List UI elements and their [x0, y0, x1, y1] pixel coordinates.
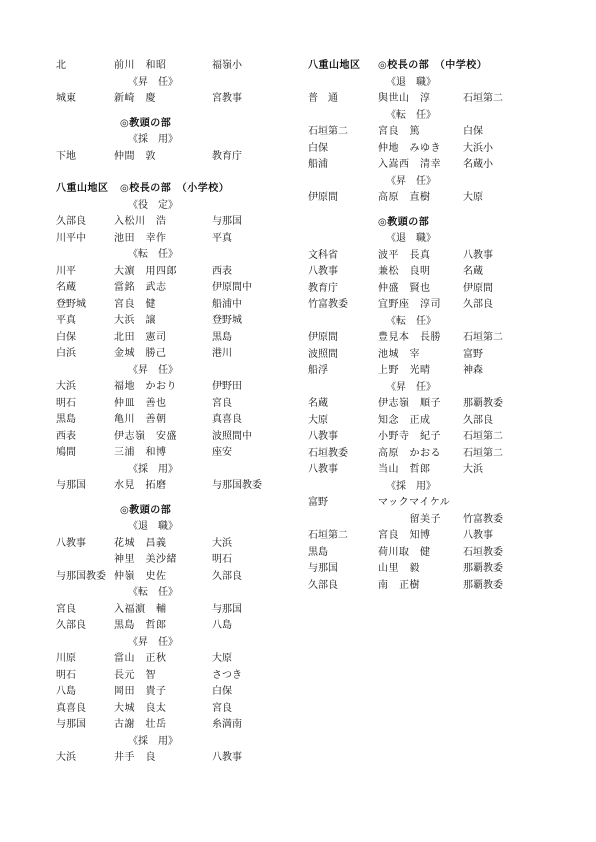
personnel-row — [308, 446, 544, 463]
personnel-row — [56, 412, 296, 429]
previous-post: 大浜 — [212, 537, 232, 549]
person-name: 花城 昌義 — [114, 537, 167, 549]
personnel-row — [56, 429, 296, 446]
person-name: 高原 直樹 — [378, 192, 431, 203]
person-name: 仲皿 善也 — [114, 397, 167, 409]
previous-post: 名蔵 — [463, 266, 483, 277]
category-label: 《退 職》 — [128, 521, 178, 532]
school-name: 久部良 — [308, 579, 338, 591]
school-name: 石垣第二 — [308, 530, 348, 541]
personnel-row — [308, 363, 544, 380]
previous-post: 石垣第二 — [463, 447, 503, 459]
person-name: 入嵩西 清幸 — [378, 159, 441, 170]
category-heading — [56, 75, 296, 92]
personnel-row — [56, 58, 296, 75]
person-name: 池田 幸作 — [114, 232, 167, 244]
previous-post: 座安 — [212, 447, 232, 458]
personnel-row — [56, 478, 296, 495]
school-name: 教育庁 — [308, 282, 338, 294]
personnel-row — [308, 512, 544, 529]
person-name: 與世山 淳 — [378, 93, 431, 104]
person-name: 入福濵 輔 — [114, 603, 167, 615]
personnel-row — [56, 379, 296, 396]
personnel-row — [56, 330, 296, 347]
school-name: 石垣第二 — [308, 126, 348, 137]
previous-post: 白保 — [212, 686, 232, 697]
category-label: 《昇 任》 — [128, 636, 178, 648]
personnel-row — [308, 347, 544, 364]
personnel-row — [308, 578, 544, 595]
school-name: 富野 — [308, 497, 328, 508]
previous-post: 八教事 — [463, 249, 493, 261]
person-name: 亀川 善朝 — [114, 414, 167, 425]
district-name: 八重山地区 — [56, 183, 109, 194]
previous-post: 白保 — [463, 126, 483, 137]
person-name: 當銘 武志 — [114, 282, 167, 293]
category-label: 《転 任》 — [386, 315, 436, 327]
category-heading — [56, 635, 296, 652]
person-name: 井手 良 — [114, 752, 156, 763]
school-name: 竹富教委 — [308, 299, 348, 310]
category-label: 《転 任》 — [386, 109, 436, 121]
previous-post: 伊原間中 — [212, 282, 252, 293]
personnel-row — [308, 561, 544, 578]
school-name: 八教事 — [308, 431, 338, 442]
person-name: 宮良 健 — [114, 298, 156, 310]
person-name: 伊志嶺 順子 — [378, 398, 441, 409]
personnel-row — [56, 313, 296, 330]
category-label: 《転 任》 — [128, 587, 178, 598]
school-name: 波照間 — [308, 348, 338, 360]
previous-post: 登野城 — [212, 315, 242, 326]
school-name: 平真 — [56, 315, 76, 326]
person-name: 兼松 良明 — [378, 266, 431, 277]
previous-post: 石垣第二 — [463, 431, 503, 442]
previous-post: 与那国 — [212, 216, 242, 227]
school-name: 与那国教委 — [56, 570, 106, 582]
personnel-row — [56, 445, 296, 462]
previous-post: 波照間中 — [212, 430, 252, 442]
section-title: ◎教頭の部 — [120, 117, 172, 129]
person-name: 荷川取 健 — [378, 546, 431, 558]
person-name: 池城 宰 — [378, 348, 420, 360]
previous-post: 久部良 — [463, 299, 493, 310]
personnel-row — [308, 528, 544, 545]
person-name: 宮良 知博 — [378, 530, 431, 541]
previous-post: 福嶺小 — [212, 60, 242, 71]
category-label: 《退 職》 — [386, 233, 436, 244]
person-name: 當山 正秋 — [114, 653, 167, 664]
person-name: 上野 光晴 — [378, 365, 431, 376]
personnel-row — [308, 545, 544, 562]
category-label: 《昇 任》 — [128, 76, 178, 88]
previous-post: 船浦中 — [212, 298, 242, 310]
previous-post: 富野 — [463, 348, 483, 360]
section-heading — [308, 215, 544, 232]
personnel-row — [56, 668, 296, 685]
person-name: 金城 勝己 — [114, 348, 167, 359]
previous-post: 与那国教委 — [212, 480, 262, 491]
previous-post: 那覇教委 — [463, 579, 503, 591]
person-name: 黒島 哲郎 — [114, 620, 167, 631]
school-name: 真喜良 — [56, 702, 86, 714]
person-name: 波平 長真 — [378, 249, 431, 261]
person-name: 宮良 篤 — [378, 126, 420, 137]
personnel-row — [56, 280, 296, 297]
school-name: 大原 — [308, 414, 328, 426]
previous-post: 平真 — [212, 232, 232, 244]
school-name: 与那国 — [56, 719, 86, 730]
school-name: 黒島 — [308, 546, 328, 558]
school-name: 八島 — [56, 686, 76, 697]
section-title: ◎教頭の部 — [120, 504, 172, 516]
category-heading — [308, 174, 544, 191]
school-name: 伊原間 — [308, 192, 338, 203]
school-name: 八教事 — [56, 537, 86, 549]
category-heading — [56, 585, 296, 602]
school-name: 白浜 — [56, 348, 76, 359]
person-name: 入松川 浩 — [114, 216, 167, 227]
section-heading — [56, 116, 296, 133]
school-name: 普 通 — [308, 93, 338, 104]
personnel-row — [308, 330, 544, 347]
school-name: 伊原間 — [308, 332, 338, 343]
person-name: 山里 毅 — [378, 563, 420, 574]
personnel-row — [56, 346, 296, 363]
category-heading — [308, 231, 544, 248]
category-label: 《退 職》 — [386, 76, 436, 88]
personnel-row — [308, 248, 544, 265]
school-name: 黒島 — [56, 414, 76, 425]
previous-post: 伊原間 — [463, 282, 493, 294]
personnel-row — [308, 429, 544, 446]
previous-post: 糸満南 — [212, 719, 242, 730]
school-name: 石垣教委 — [308, 447, 348, 459]
person-name: 豊見本 長勝 — [378, 332, 441, 343]
previous-post: さつき — [212, 669, 242, 681]
person-name: 伊志嶺 安盛 — [114, 430, 177, 442]
personnel-row — [308, 190, 544, 207]
personnel-row — [308, 413, 544, 430]
person-name: 仲嶺 史佐 — [114, 570, 167, 582]
personnel-row — [56, 684, 296, 701]
personnel-row — [308, 495, 544, 512]
previous-post: 八島 — [212, 620, 232, 631]
school-name: 船浦 — [308, 159, 328, 170]
personnel-row — [308, 462, 544, 479]
person-name: 福地 かおり — [114, 381, 177, 392]
previous-post: 宮良 — [212, 702, 232, 714]
category-label: 《転 任》 — [128, 249, 178, 260]
school-name: 与那国 — [56, 480, 86, 491]
previous-post: 神森 — [463, 365, 483, 376]
person-name: 留美子 — [378, 513, 441, 525]
personnel-row — [56, 717, 296, 734]
school-name: 白保 — [56, 331, 76, 343]
previous-post: 久部良 — [212, 570, 242, 582]
personnel-row — [308, 297, 544, 314]
personnel-row — [56, 91, 296, 108]
school-name: 名蔵 — [56, 282, 76, 293]
previous-post: 大原 — [463, 192, 483, 203]
district-name: 八重山地区 — [308, 60, 361, 71]
category-heading — [56, 198, 296, 215]
person-name: 古謝 壮岳 — [114, 719, 167, 730]
personnel-row — [56, 231, 296, 248]
category-label: 《採 用》 — [386, 480, 436, 492]
personnel-row — [308, 157, 544, 174]
category-heading — [56, 247, 296, 264]
spacer — [308, 207, 544, 215]
person-name: 小野寺 紀子 — [378, 431, 441, 442]
left-column — [56, 58, 296, 767]
previous-post: 大浜 — [463, 464, 483, 475]
personnel-row — [308, 264, 544, 281]
person-name: 仲盛 賢也 — [378, 282, 431, 294]
personnel-row — [308, 141, 544, 158]
previous-post: 八教事 — [463, 530, 493, 541]
category-label: 《昇 任》 — [386, 175, 436, 187]
personnel-row — [308, 281, 544, 298]
previous-post: 宮良 — [212, 397, 232, 409]
person-name: マックマイケル — [378, 497, 451, 508]
school-name: 川平中 — [56, 232, 86, 244]
personnel-row — [308, 124, 544, 141]
category-heading — [308, 75, 544, 92]
person-name: 宜野座 淳司 — [378, 299, 441, 310]
personnel-row — [308, 91, 544, 108]
personnel-row — [56, 701, 296, 718]
personnel-row — [56, 149, 296, 166]
school-name: 川原 — [56, 653, 76, 664]
school-name: 久部良 — [56, 216, 86, 227]
school-name: 城東 — [56, 93, 76, 104]
category-heading — [56, 462, 296, 479]
previous-post: 名蔵小 — [463, 159, 493, 170]
person-name: 仲地 みゆき — [378, 142, 441, 154]
person-name: 岡田 貴子 — [114, 686, 167, 697]
category-label: 《採 用》 — [128, 735, 178, 747]
district-heading — [56, 181, 296, 198]
previous-post: 石垣第二 — [463, 93, 503, 104]
personnel-row — [56, 602, 296, 619]
category-heading — [308, 479, 544, 496]
personnel-row — [56, 651, 296, 668]
district-section-title: ◎校長の部 （中学校） — [378, 60, 488, 71]
previous-post: 西表 — [212, 265, 232, 277]
school-name: 西表 — [56, 430, 76, 442]
previous-post: 八教事 — [212, 752, 242, 763]
district-heading — [308, 58, 544, 75]
school-name: 鳩間 — [56, 447, 76, 458]
previous-post: 那覇教委 — [463, 563, 503, 574]
school-name: 名蔵 — [308, 398, 328, 409]
personnel-row — [56, 297, 296, 314]
person-name: 当山 哲郎 — [378, 464, 431, 475]
category-heading — [56, 363, 296, 380]
category-heading — [308, 380, 544, 397]
category-heading — [308, 314, 544, 331]
person-name: 大城 良太 — [114, 702, 167, 714]
personnel-row — [56, 750, 296, 767]
school-name: 川平 — [56, 265, 76, 277]
personnel-row — [56, 214, 296, 231]
school-name: 久部良 — [56, 620, 86, 631]
category-label: 《採 用》 — [128, 134, 178, 145]
school-name: 八教事 — [308, 266, 338, 277]
previous-post: 教育庁 — [212, 150, 242, 162]
school-name: 八教事 — [308, 464, 338, 475]
previous-post: 与那国 — [212, 603, 242, 615]
personnel-row — [56, 396, 296, 413]
spacer — [56, 173, 296, 181]
category-label: 《採 用》 — [128, 463, 178, 475]
personnel-row — [56, 264, 296, 281]
school-name: 下地 — [56, 150, 76, 162]
person-name: 南 正樹 — [378, 579, 420, 591]
school-name: 宮良 — [56, 603, 76, 615]
district-section-title: ◎校長の部 （小学校） — [120, 183, 230, 194]
previous-post: 港川 — [212, 348, 232, 359]
school-name: 文科省 — [308, 249, 338, 261]
category-heading — [308, 108, 544, 125]
previous-post: 真喜良 — [212, 414, 242, 425]
person-name: 高原 かおる — [378, 447, 441, 459]
personnel-row — [56, 618, 296, 635]
school-name: 船浮 — [308, 365, 328, 376]
section-title: ◎教頭の部 — [378, 216, 430, 228]
previous-post: 宮教事 — [212, 93, 242, 104]
person-name: 仲間 敦 — [114, 150, 156, 162]
previous-post: 黒島 — [212, 331, 232, 343]
category-label: 《昇 任》 — [128, 364, 178, 376]
personnel-row — [56, 569, 296, 586]
personnel-row — [308, 396, 544, 413]
previous-post: 久部良 — [463, 414, 493, 426]
personnel-row — [56, 552, 296, 569]
category-heading — [56, 132, 296, 149]
previous-post: 大原 — [212, 653, 232, 664]
person-name: 大浜 譲 — [114, 315, 156, 326]
category-label: 《役 定》 — [128, 199, 178, 211]
person-name: 大濵 用四郎 — [114, 265, 177, 277]
person-name: 北田 憲司 — [114, 331, 167, 343]
previous-post: 明石 — [212, 554, 232, 565]
school-name: 明石 — [56, 397, 76, 409]
person-name: 三浦 和博 — [114, 447, 167, 458]
personnel-row — [56, 536, 296, 553]
school-name: 与那国 — [308, 563, 338, 574]
spacer — [56, 495, 296, 503]
category-heading — [56, 519, 296, 536]
person-name: 前川 和昭 — [114, 60, 167, 71]
person-name: 水見 拓磨 — [114, 480, 167, 491]
school-name: 登野城 — [56, 298, 86, 310]
spacer — [56, 108, 296, 116]
spacer — [56, 165, 296, 173]
person-name: 知念 正成 — [378, 414, 431, 426]
school-name: 大浜 — [56, 752, 76, 763]
previous-post: 石垣第二 — [463, 332, 503, 343]
section-heading — [56, 503, 296, 520]
category-label: 《昇 任》 — [386, 381, 436, 393]
previous-post: 大浜小 — [463, 142, 493, 154]
school-name: 大浜 — [56, 381, 76, 392]
school-name: 白保 — [308, 142, 328, 154]
school-name: 北 — [56, 60, 66, 71]
school-name: 明石 — [56, 669, 76, 681]
category-heading — [56, 734, 296, 751]
person-name: 神里 美沙緒 — [114, 554, 177, 565]
previous-post: 那覇教委 — [463, 398, 503, 409]
previous-post: 石垣教委 — [463, 546, 503, 558]
person-name: 長元 智 — [114, 669, 156, 681]
right-column — [308, 58, 544, 594]
person-name: 新崎 慶 — [114, 93, 156, 104]
previous-post: 竹富教委 — [463, 513, 503, 525]
previous-post: 伊野田 — [212, 381, 242, 392]
